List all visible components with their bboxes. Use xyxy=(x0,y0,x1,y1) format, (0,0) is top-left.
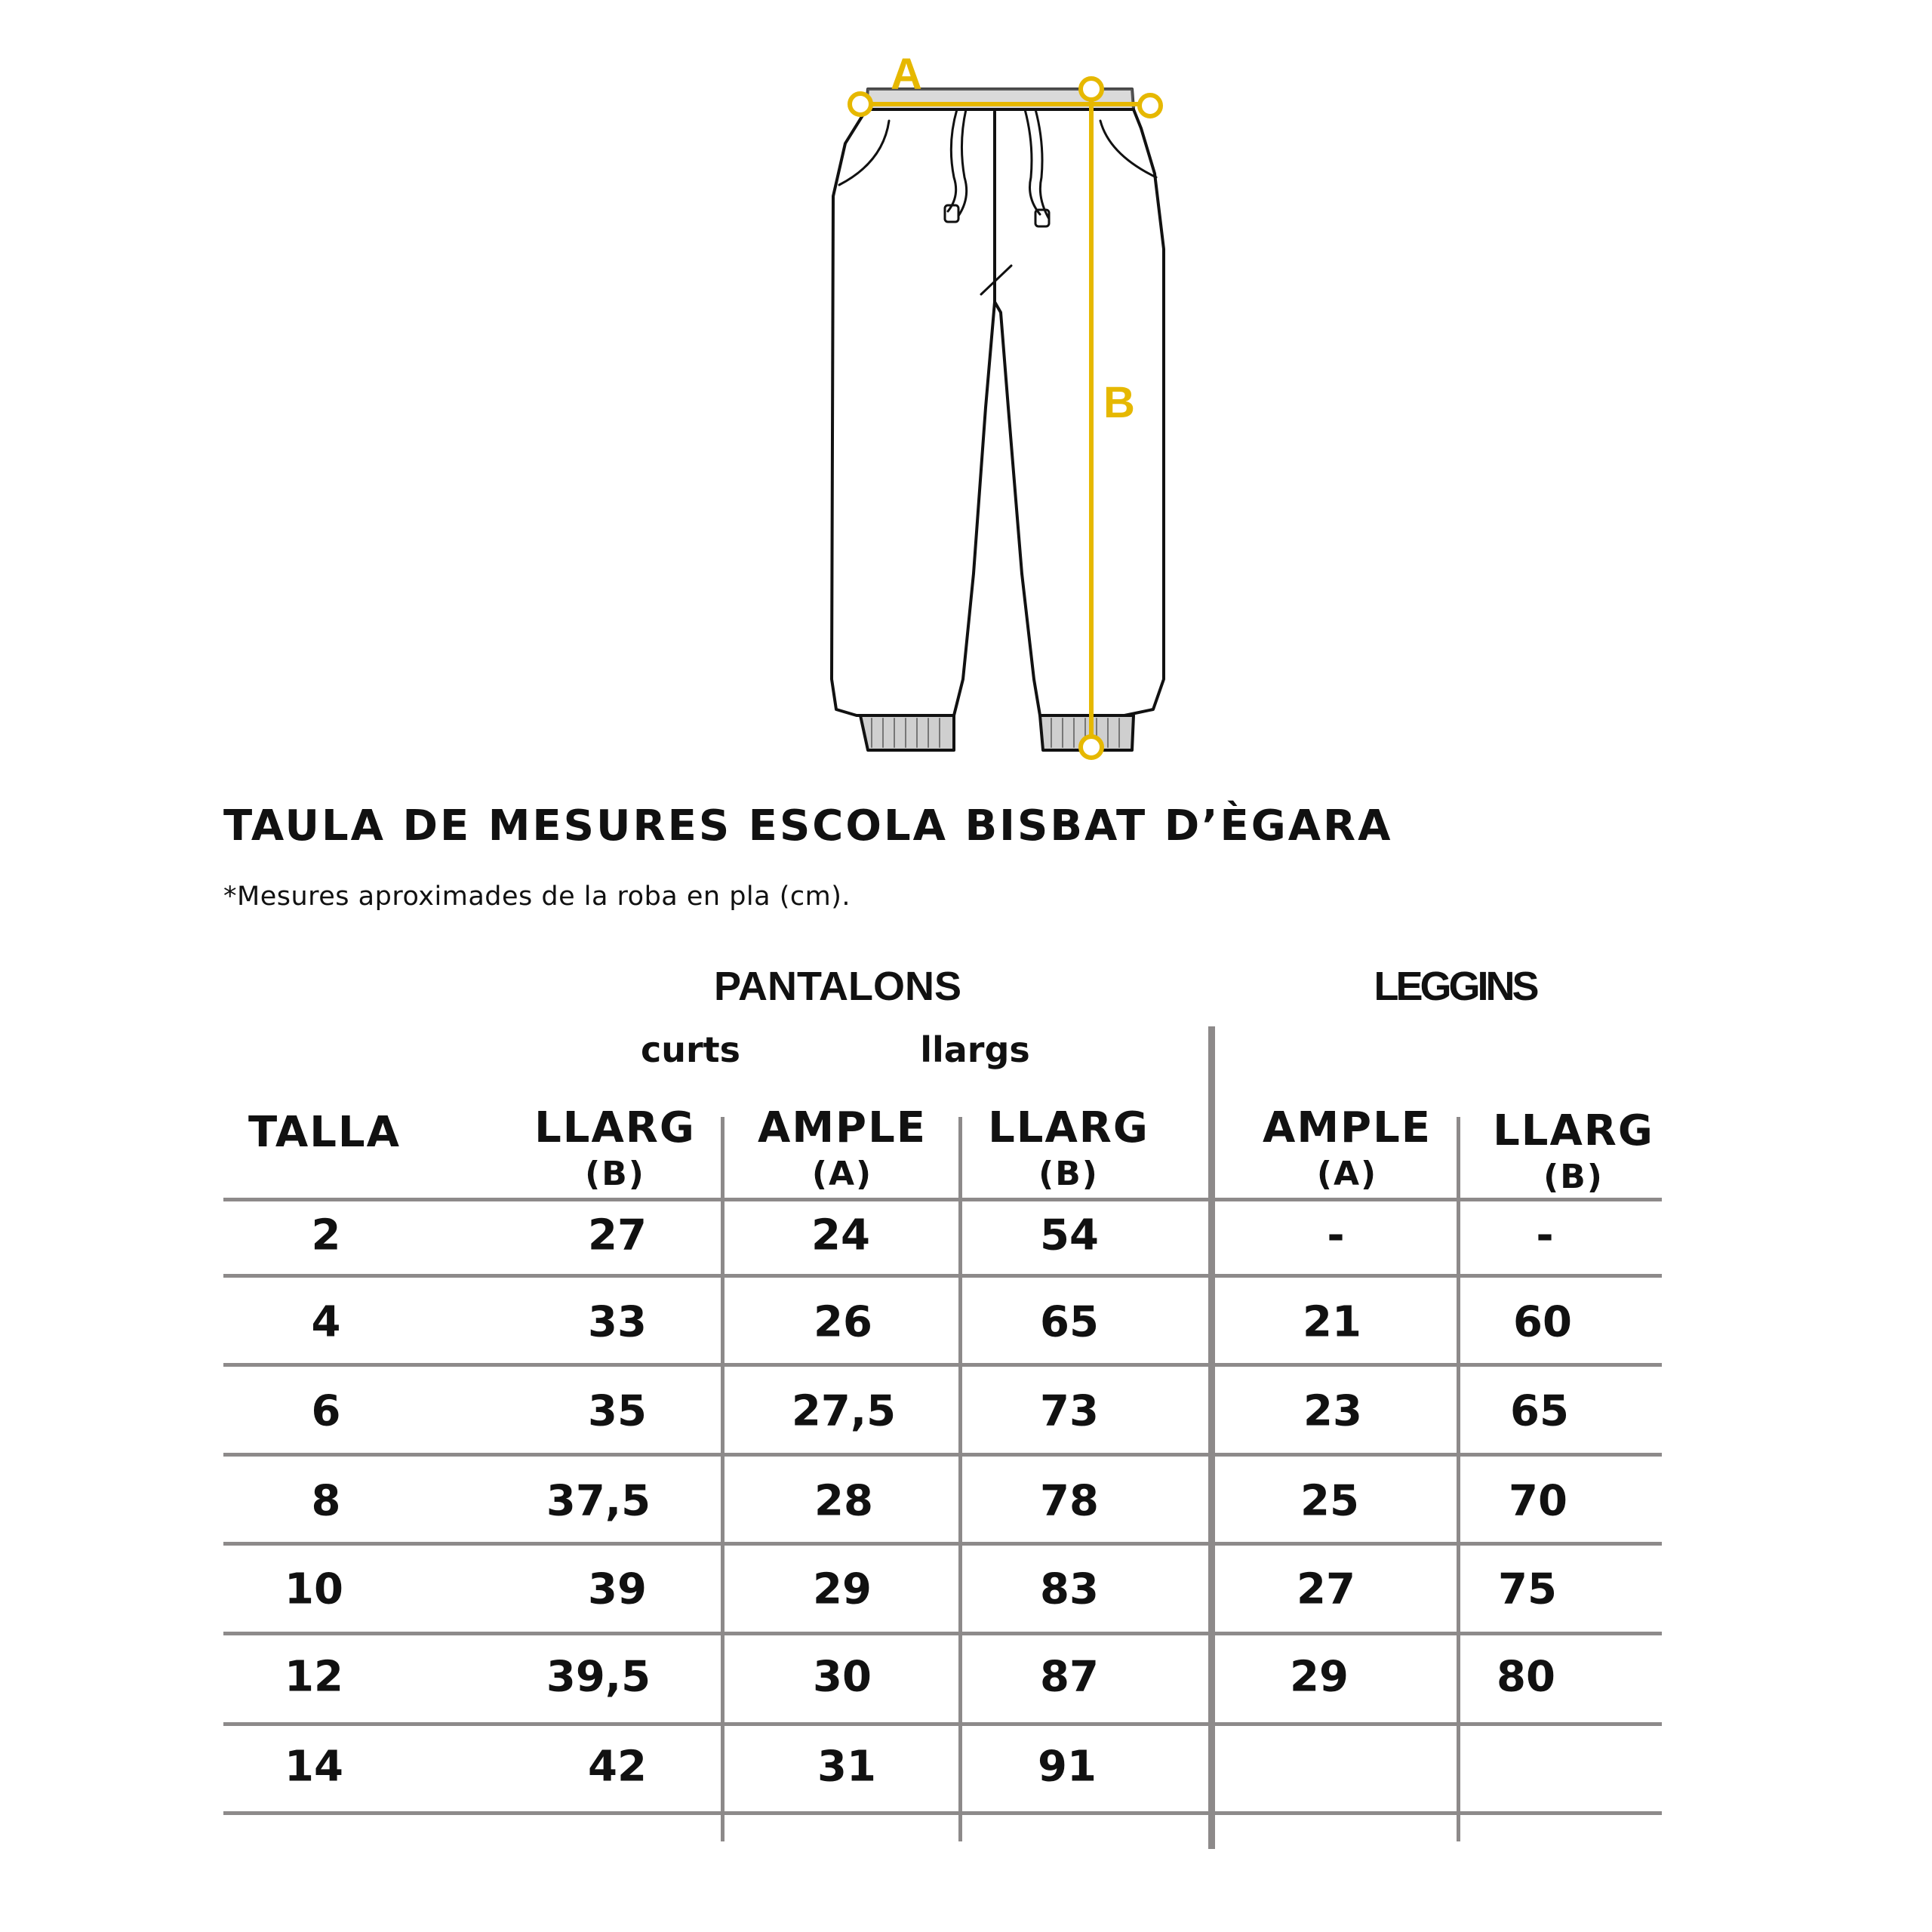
cell-llargs-ample: 24 xyxy=(811,1211,870,1260)
table-row xyxy=(0,1722,1932,1811)
label-a: A xyxy=(891,50,922,99)
subgroup-curts: curts xyxy=(640,1029,741,1070)
marker-b-top-icon xyxy=(1081,78,1102,100)
col-llargs-ample: AMPLE xyxy=(757,1103,928,1152)
table-row xyxy=(0,1191,1932,1280)
measurement-note: *Mesures aproximades de la roba en pla (cm). xyxy=(223,881,851,912)
group-leggins: LEGGINS xyxy=(1374,964,1537,1009)
cell-llargs-llarg: 83 xyxy=(1040,1564,1099,1614)
col-curts-llarg: LLARG xyxy=(534,1103,696,1152)
cell-curts-llarg: 37,5 xyxy=(546,1476,651,1526)
cell-llargs-ample: 27,5 xyxy=(791,1386,897,1436)
cell-llargs-llarg: 87 xyxy=(1040,1652,1099,1702)
cell-leggins-ample: 21 xyxy=(1303,1297,1361,1347)
cell-llargs-ample: 26 xyxy=(814,1297,872,1347)
marker-a-left-icon xyxy=(850,94,871,115)
cell-leggins-llarg: 65 xyxy=(1510,1386,1569,1436)
pants-diagram xyxy=(0,0,1932,800)
cell-llargs-llarg: 78 xyxy=(1040,1476,1099,1526)
table-row xyxy=(0,1632,1932,1721)
cell-curts-llarg: 42 xyxy=(588,1742,647,1792)
table-row xyxy=(0,1367,1932,1456)
cell-llargs-ample: 29 xyxy=(813,1564,872,1614)
cell-llargs-ample: 31 xyxy=(817,1742,876,1792)
cell-leggins-llarg: 60 xyxy=(1513,1297,1572,1347)
col-talla: TALLA xyxy=(248,1108,401,1157)
col-leggins-llarg-unit: (B) xyxy=(1543,1158,1604,1196)
cell-talla: 4 xyxy=(311,1297,341,1347)
divider-horizontal xyxy=(223,1811,1662,1815)
marker-b-bottom-icon xyxy=(1081,737,1102,758)
cell-leggins-llarg: 80 xyxy=(1497,1652,1555,1702)
cell-leggins-llarg: - xyxy=(1536,1211,1554,1260)
col-llargs-ample-unit: (A) xyxy=(811,1155,873,1193)
subgroup-llargs: llargs xyxy=(920,1029,1030,1070)
group-pantalons: PANTALONS xyxy=(714,964,961,1009)
cell-curts-llarg: 33 xyxy=(588,1297,647,1347)
cell-llargs-llarg: 91 xyxy=(1038,1742,1097,1792)
cell-talla: 12 xyxy=(285,1652,343,1702)
cell-leggins-ample: 29 xyxy=(1290,1652,1349,1702)
marker-a-right-icon xyxy=(1140,95,1161,116)
cell-talla: 14 xyxy=(285,1742,343,1792)
table-row xyxy=(0,1457,1932,1546)
cell-curts-llarg: 27 xyxy=(588,1211,647,1260)
col-llargs-llarg: LLARG xyxy=(988,1103,1149,1152)
table-row xyxy=(0,1545,1932,1634)
cell-curts-llarg: 39 xyxy=(588,1564,647,1614)
cell-leggins-ample: 25 xyxy=(1300,1476,1359,1526)
cell-leggins-ample: 23 xyxy=(1303,1386,1362,1436)
cell-llargs-llarg: 73 xyxy=(1040,1386,1099,1436)
cell-llargs-llarg: 65 xyxy=(1040,1297,1099,1347)
cell-leggins-ample: - xyxy=(1327,1211,1345,1260)
cell-talla: 2 xyxy=(311,1211,341,1260)
col-leggins-ample: AMPLE xyxy=(1262,1103,1432,1152)
cell-llargs-ample: 30 xyxy=(813,1652,872,1702)
col-llargs-llarg-unit: (B) xyxy=(1038,1155,1099,1193)
col-curts-llarg-unit: (B) xyxy=(585,1155,645,1193)
col-leggins-llarg: LLARG xyxy=(1493,1106,1654,1155)
cell-curts-llarg: 39,5 xyxy=(546,1652,651,1702)
cell-talla: 8 xyxy=(311,1476,341,1526)
cell-llargs-ample: 28 xyxy=(814,1476,873,1526)
col-leggins-ample-unit: (A) xyxy=(1316,1155,1378,1193)
cell-leggins-llarg: 70 xyxy=(1509,1476,1567,1526)
cell-leggins-llarg: 75 xyxy=(1498,1564,1557,1614)
cell-curts-llarg: 35 xyxy=(588,1386,647,1436)
cell-llargs-llarg: 54 xyxy=(1040,1211,1099,1260)
label-b: B xyxy=(1103,378,1135,427)
table-row xyxy=(0,1278,1932,1367)
cell-talla: 6 xyxy=(311,1386,341,1436)
cell-leggins-ample: 27 xyxy=(1297,1564,1355,1614)
cell-talla: 10 xyxy=(285,1564,343,1614)
page-title: TAULA DE MESURES ESCOLA BISBAT D’ÈGARA xyxy=(223,801,1393,851)
